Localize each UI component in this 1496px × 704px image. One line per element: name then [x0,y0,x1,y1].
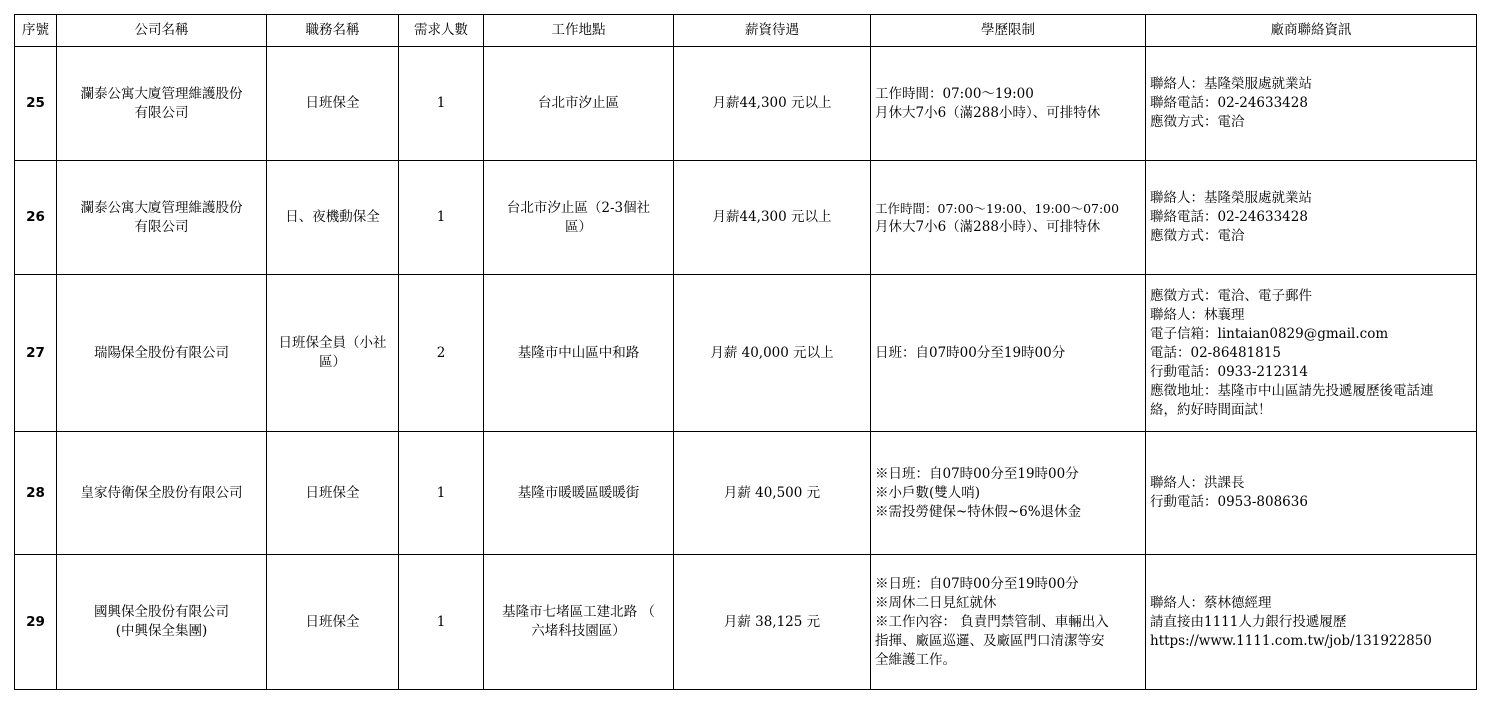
header-position: 職務名稱 [267,15,399,47]
job-link[interactable]: https://www.1111.com.tw/job/131922850 [1150,632,1432,649]
row-position: 日班保全員（小社 區） [267,275,399,432]
row-requirements: ※日班：自07時00分至19時00分 ※周休二日見紅就休 ※工作內容： 負責門禁管制、車輛出入 指揮、廠區巡邏、及廠區門口清潔等安 全維護工作。 [871,555,1146,690]
row-seq: 27 [15,275,57,432]
row-count: 1 [399,555,484,690]
row-contact: 聯絡人：洪課長 行動電話：0953-808636 [1146,432,1477,555]
row-contact: 聯絡人：基隆榮服處就業站 聯絡電話：02-24633428 應徵方式：電洽 [1146,47,1477,161]
row-company: 瀾泰公寓大廈管理維護股份 有限公司 [57,47,267,161]
row-position: 日班保全 [267,555,399,690]
row-position: 日班保全 [267,47,399,161]
row-company: 瀾泰公寓大廈管理維護股份 有限公司 [57,161,267,275]
row-location: 台北市汐止區 [484,47,674,161]
row-count: 1 [399,47,484,161]
table-row [15,555,1477,690]
header-seq: 序號 [15,15,57,47]
header-contact: 廠商聯絡資訊 [1146,15,1477,47]
row-count: 1 [399,432,484,555]
row-position: 日、夜機動保全 [267,161,399,275]
row-requirements: ※日班：自07時00分至19時00分 ※小戶數(雙人哨) ※需投勞健保~特休假~6%退休金 [871,432,1146,555]
row-company: 瑞陽保全股份有限公司 [57,275,267,432]
header-row [15,15,1477,47]
row-requirements: 工作時間：07:00～19:00 月休大7小6（滿288小時）、可排特休 [871,47,1146,161]
header-salary: 薪資待遇 [674,15,871,47]
row-requirements: 工作時間：07:00～19:00、19:00～07:00 月休大7小6（滿288小時）、可排特休 [871,161,1146,275]
row-location: 基隆市七堵區工建北路 （ 六堵科技園區） [484,555,674,690]
row-salary: 月薪 40,000 元以上 [674,275,871,432]
row-count: 1 [399,161,484,275]
row-seq: 29 [15,555,57,690]
header-location: 工作地點 [484,15,674,47]
row-count: 2 [399,275,484,432]
table-row [15,161,1477,275]
row-company: 國興保全股份有限公司 (中興保全集團) [57,555,267,690]
row-contact: 聯絡人：蔡林德經理 請直接由1111人力銀行投遞履歷 https://www.1111.com.tw/job/131922850 [1146,555,1477,690]
row-salary: 月薪 40,500 元 [674,432,871,555]
row-salary: 月薪 38,125 元 [674,555,871,690]
table-row [15,275,1477,432]
row-salary: 月薪44,300 元以上 [674,47,871,161]
row-company: 皇家侍衛保全股份有限公司 [57,432,267,555]
header-requirements: 學歷限制 [871,15,1146,47]
header-company: 公司名稱 [57,15,267,47]
row-contact: 聯絡人：基隆榮服處就業站 聯絡電話：02-24633428 應徵方式：電洽 [1146,161,1477,275]
row-position: 日班保全 [267,432,399,555]
row-seq: 28 [15,432,57,555]
row-contact: 應徵方式：電洽、電子郵件 聯絡人：林襄理 電子信箱：lintaian0829@gmail.com 電話：02-86481815 行動電話：0933-212314 應徵地址：基隆市中山區請先投遞履歷後電話連 絡，約好時間面試！ [1146,275,1477,432]
row-location: 基隆市中山區中和路 [484,275,674,432]
row-requirements: 日班：自07時00分至19時00分 [871,275,1146,432]
table-row [15,432,1477,555]
row-seq: 26 [15,161,57,275]
row-location: 基隆市暖暖區暖暖街 [484,432,674,555]
header-count: 需求人數 [399,15,484,47]
job-listing-table [14,14,1477,690]
row-location: 台北市汐止區（2-3個社 區） [484,161,674,275]
row-seq: 25 [15,47,57,161]
table-row [15,47,1477,161]
row-salary: 月薪44,300 元以上 [674,161,871,275]
